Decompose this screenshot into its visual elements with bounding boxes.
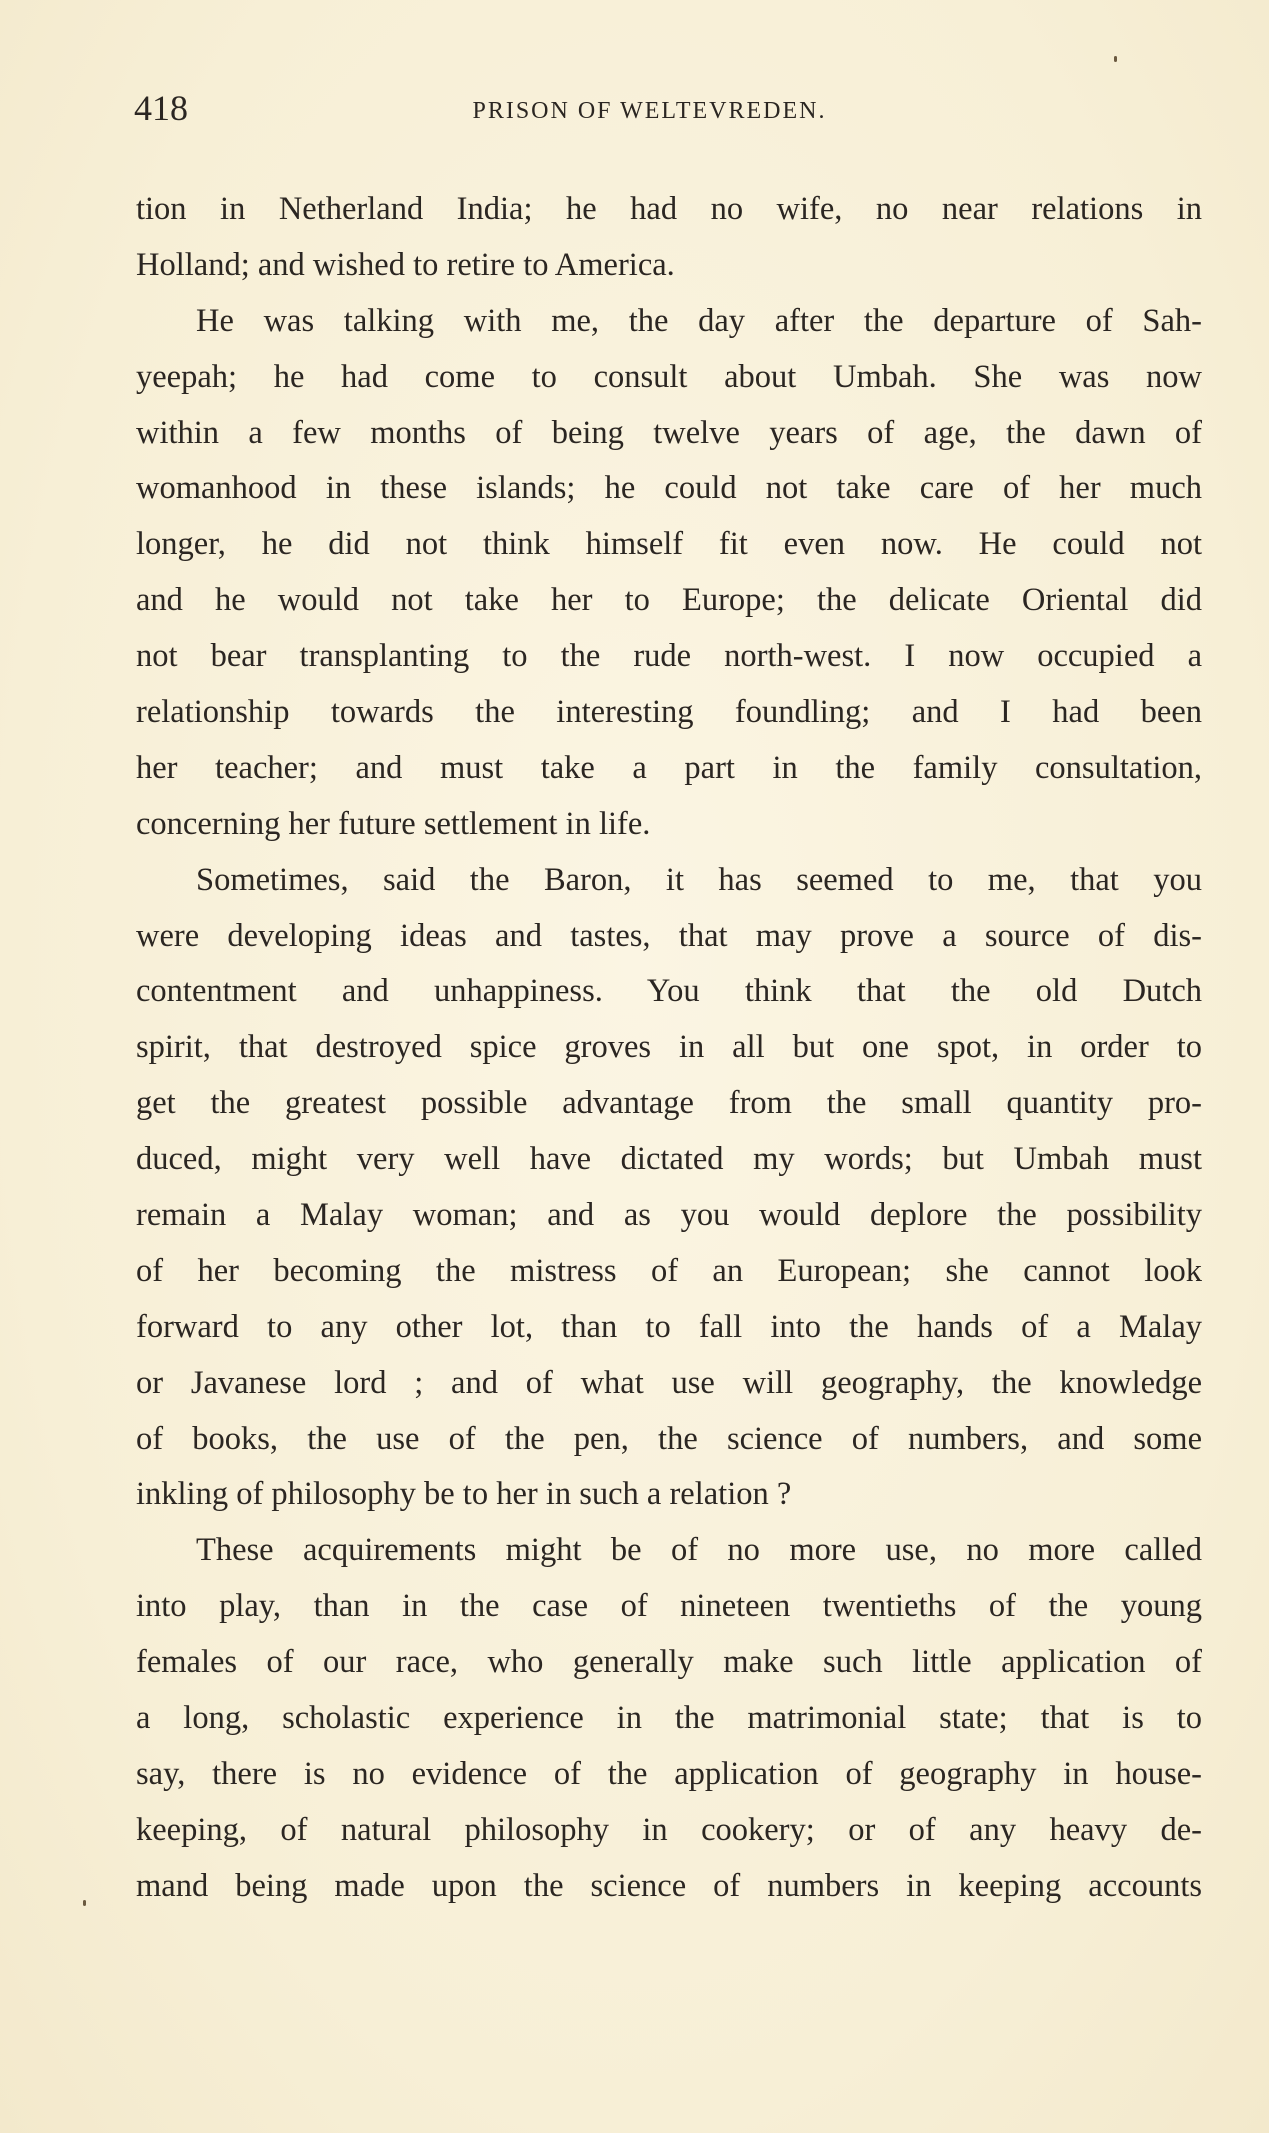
text-line: contentment and unhappiness. You think that the old Dutch [136,973,1202,1010]
text-line: were developing ideas and tastes, that may prove a source of dis- [136,917,1202,954]
text-line: and he would not take her to Europe; the delicate Oriental did [136,582,1202,619]
text-line: spirit, that destroyed spice groves in all but one spot, in order to [136,1029,1202,1066]
text-line: duced, might very well have dictated my words; but Umbah must [136,1141,1202,1178]
text-line: keeping, of natural philosophy in cookery; or of any heavy de- [136,1811,1202,1848]
text-line: a long, scholastic experience in the matrimonial state; that is to [136,1700,1202,1737]
text-line: into play, than in the case of nineteen twentieths of the young [136,1588,1202,1625]
text-line: inkling of philosophy be to her in such a relation ? [136,1476,792,1513]
text-line: get the greatest possible advantage from the small quantity pro- [136,1085,1202,1122]
text-line: yeepah; he had come to consult about Umbah. She was now [136,358,1202,395]
text-line: remain a Malay woman; and as you would deplore the possibility [136,1197,1202,1234]
body-text [136,182,1202,1915]
text-line: These acquirements might be of no more use, no more called [196,1532,1202,1569]
text-line: say, there is no evidence of the application of geography in house- [136,1755,1202,1792]
text-line: concerning her future settlement in life. [136,805,651,842]
running-title: PRISON OF WELTEVREDEN. [472,98,827,124]
text-line: or Javanese lord ; and of what use will geography, the knowledge [136,1364,1202,1401]
text-line: tion in Netherland India; he had no wife, no near relations in [136,191,1202,227]
page-number: 418 [134,88,188,128]
text-line: not bear transplanting to the rude north-west. I now occupied a [136,638,1202,675]
speck-mark [83,1900,86,1906]
text-line: Sometimes, said the Baron, it has seemed to me, that you [196,861,1202,898]
text-line: of her becoming the mistress of an European; she cannot look [136,1252,1202,1289]
text-line: relationship towards the interesting foundling; and I had been [136,694,1202,731]
text-line: mand being made upon the science of numbers in keeping accounts [136,1867,1202,1904]
text-line: within a few months of being twelve years of age, the dawn of [136,414,1202,451]
text-line: longer, he did not think himself fit even now. He could not [136,526,1202,563]
text-line: her teacher; and must take a part in the family consultation, [136,749,1202,786]
text-line: He was talking with me, the day after the departure of Sah- [196,302,1202,339]
text-line: Holland; and wished to retire to America. [136,246,675,283]
text-line: forward to any other lot, than to fall into the hands of a Malay [136,1308,1202,1345]
text-line: of books, the use of the pen, the science of numbers, and some [136,1420,1202,1457]
text-line: females of our race, who generally make such little application of [136,1644,1202,1681]
speck-mark [1114,56,1117,62]
text-line: womanhood in these islands; he could not take care of her much [136,470,1202,507]
